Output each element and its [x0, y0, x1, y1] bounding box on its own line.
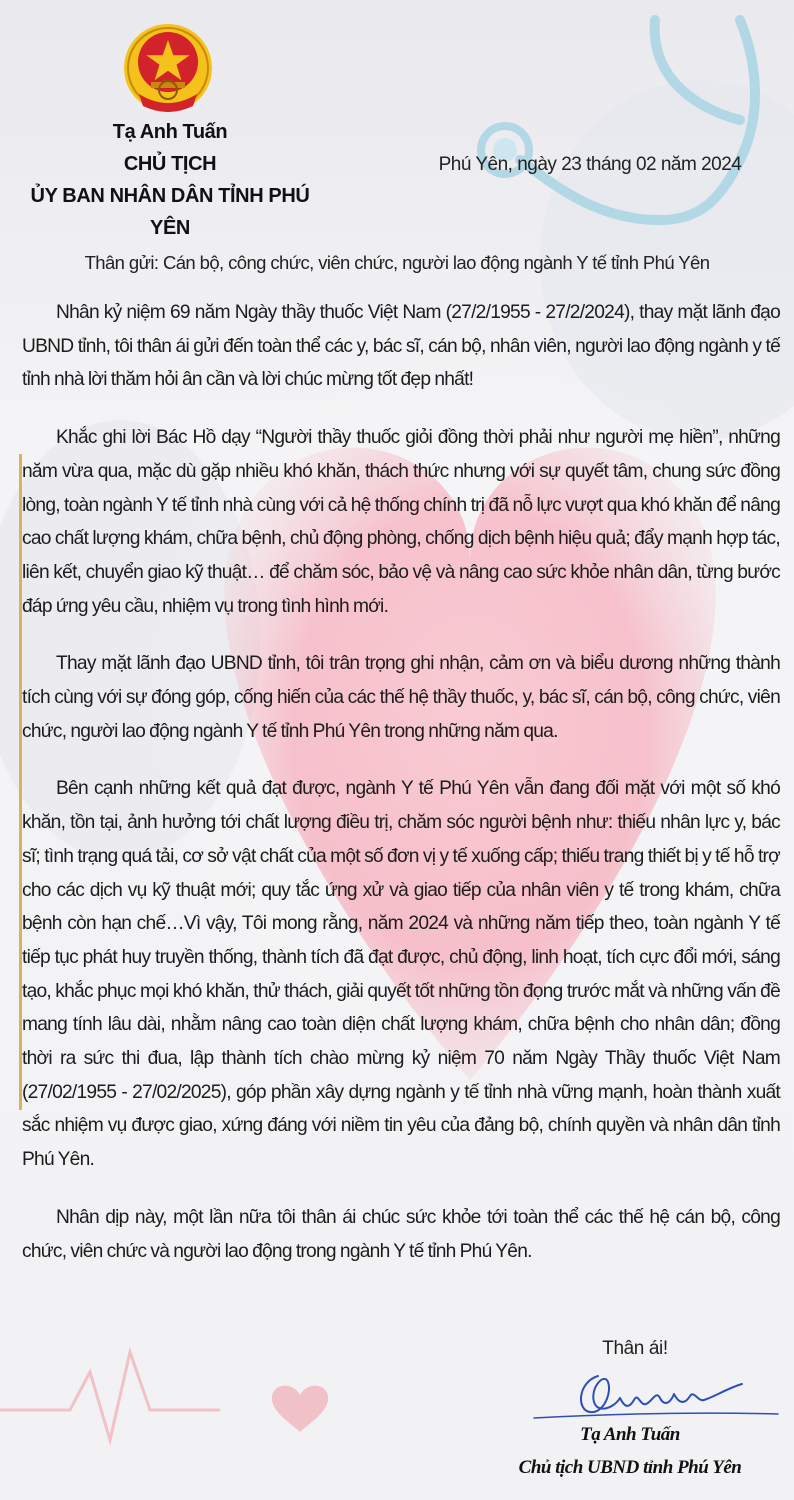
date-line: Phú Yên, ngày 23 tháng 02 năm 2024 — [438, 154, 742, 175]
paragraph: Nhân dịp này, một lần nữa tôi thân ái chúc sức khỏe tới toàn thể các thế hệ cán bộ, công chức, viên chức và người lao động trong ngành Y tế tỉnh Phú Yên. — [22, 1206, 780, 1262]
paragraph: Thay mặt lãnh đạo UBND tỉnh, tôi trân trọng ghi nhận, cảm ơn và biểu dương những thành tích cùng với sự đóng góp, cống hiến của các thế hệ thầy thuốc, y, bác sĩ, cán bộ, công chức, viên chức, người lao động ngành Y tế tỉnh Phú Yên trong những năm qua. — [22, 653, 780, 742]
signature-icon — [528, 1362, 782, 1426]
sender-name: Tạ Anh Tuấn — [112, 121, 228, 143]
national-emblem — [117, 22, 219, 125]
signer-name: Tạ Anh Tuấn — [580, 1424, 680, 1445]
sender-organization: ỦY BAN NHÂN DÂN TỈNH PHÚ YÊN — [30, 185, 310, 239]
signer-title: Chủ tịch UBND tỉnh Phú Yên — [518, 1457, 742, 1478]
letter-body — [22, 296, 780, 1292]
paragraph: Khắc ghi lời Bác Hồ dạy “Người thầy thuốc giỏi đồng thời phải như người mẹ hiền”, những năm vừa qua, mặc dù gặp nhiều khó khăn, thách thức nhưng với sự quyết tâm, chung sức đồng lòng, toàn ngành Y tế tỉnh nhà cùng với cả hệ thống chính trị đã nỗ lực vượt qua khó khăn để nâng cao chất lượng khám, chữa bệnh, chủ động phòng, chống dịch bệnh hiệu quả; đẩy mạnh hợp tác, liên kết, chuyển giao kỹ thuật… để chăm sóc, bảo vệ và nâng cao sức khỏe nhân dân, từng bước đáp ứng yêu cầu, nhiệm vụ trong tình hình mới. — [22, 427, 780, 617]
sender-position: CHỦ TỊCH — [123, 153, 217, 175]
salutation: Thân gửi: Cán bộ, công chức, viên chức, người lao động ngành Y tế tỉnh Phú Yên — [84, 252, 710, 273]
paragraph: Bên cạnh những kết quả đạt được, ngành Y tế Phú Yên vẫn đang đối mặt với một số khó khăn, tồn tại, ảnh hưởng tới chất lượng điều trị, chăm sóc người bệnh như: thiếu nhân lực y, bác sĩ; tình trạng quá tải, cơ sở vật chất của một số đơn vị y tế xuống cấp; thiếu trang thiết bị y tế hỗ trợ cho các dịch vụ kỹ thuật mới; quy tắc ứng xử và giao tiếp của nhân viên y tế trong khám, chữa bệnh còn hạn chế…Vì vậy, Tôi mong rằng, năm 2024 và những năm tiếp theo, toàn ngành Y tế tiếp tục phát huy truyền thống, thành tích đã đạt được, chủ động, linh hoạt, tích cực đổi mới, sáng tạo, khắc phục mọi khó khăn, thử thách, giải quyết tốt những tồn đọng trước mắt và những vấn đề mang tính lâu dài, nhằm nâng cao toàn diện chất lượng khám, chữa bệnh cho nhân dân; đồng thời ra sức thi đua, lập thành tích chào mừng kỷ niệm 70 năm Ngày Thầy thuốc Việt Nam (27/02/1955 - 27/02/2025), góp phần xây dựng ngành y tế tỉnh nhà vững mạnh, hoàn thành xuất sắc nhiệm vụ được giao, xứng đáng với niềm tin yêu của đảng bộ, chính quyền và nhân dân tỉnh Phú Yên. — [22, 778, 780, 1171]
closing: Thân ái! — [602, 1338, 668, 1359]
signer-block — [480, 1418, 780, 1484]
sender-block — [10, 116, 330, 244]
national-emblem-icon — [117, 22, 219, 120]
paragraph: Nhân kỷ niệm 69 năm Ngày thầy thuốc Việt Nam (27/2/1955 - 27/2/2024), thay mặt lãnh đạo UBND tỉnh, tôi thân ái gửi đến toàn thể các y, bác sĩ, cán bộ, nhân viên, người lao động ngành y tế tỉnh nhà lời thăm hỏi ân cần và lời chúc mừng tốt đẹp nhất! — [22, 302, 780, 391]
